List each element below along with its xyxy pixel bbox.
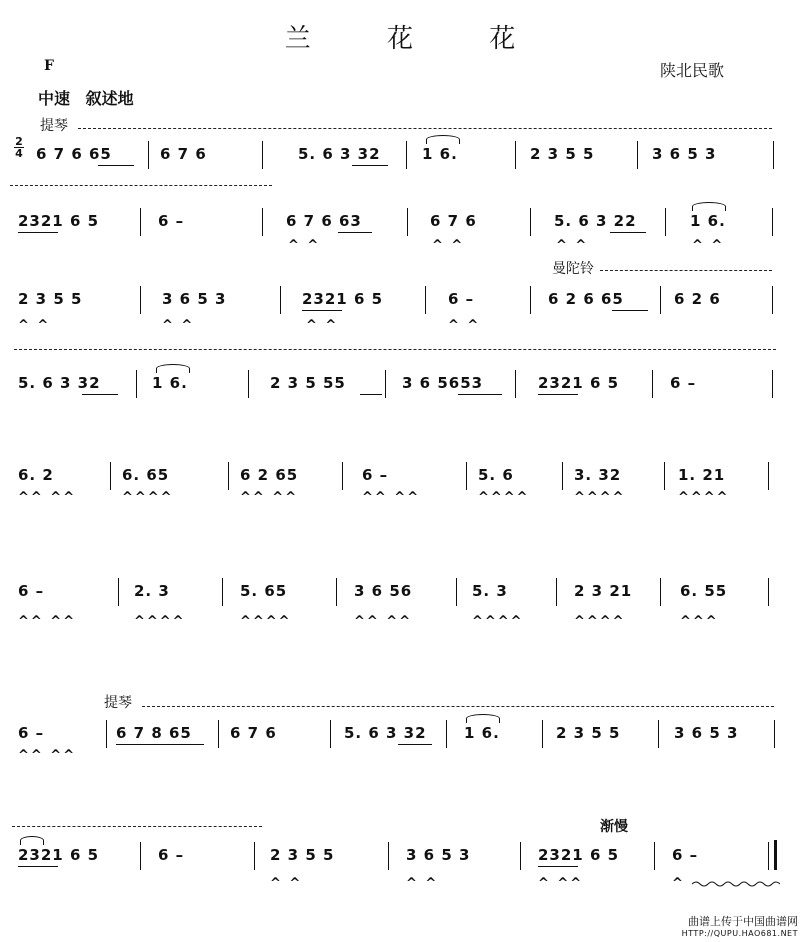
- measure: 5. 6: [478, 466, 514, 484]
- measure: 3 6 56: [354, 582, 413, 600]
- accent-marks: ^ ^^: [538, 876, 584, 891]
- measure: 5. 6 3 22: [554, 212, 637, 230]
- barline: [407, 208, 408, 236]
- barline: [772, 370, 773, 398]
- accent-marks: ^^^^: [134, 614, 186, 629]
- measure: 2 3 5 5: [556, 724, 621, 742]
- underline: [352, 165, 388, 166]
- measure: 6 7 6: [430, 212, 477, 230]
- barline: [665, 208, 666, 236]
- barline: [140, 208, 141, 236]
- measure: 6 7 6: [160, 145, 207, 163]
- measure: 2321 6 5: [538, 846, 620, 864]
- underline: [360, 394, 382, 395]
- instrument-extension-line: [14, 349, 776, 350]
- accent-marks: ^ ^: [556, 238, 589, 253]
- barline: [774, 720, 775, 748]
- barline: [768, 578, 769, 606]
- barline: [652, 370, 653, 398]
- underline: [116, 744, 204, 745]
- time-signature-top: 2: [15, 135, 23, 148]
- measure: 1 6.: [464, 724, 500, 742]
- accent-marks: ^^^^: [478, 490, 530, 505]
- instrument-extension-line: [78, 128, 772, 129]
- accent-marks: ^^ ^^: [354, 614, 413, 629]
- barline: [654, 842, 655, 870]
- accent-marks: ^ ^: [406, 876, 439, 891]
- barline: [637, 141, 638, 169]
- measure: 6 7 6 63: [286, 212, 362, 230]
- measure: 2 3 5 5: [18, 290, 83, 308]
- song-origin: 陕北民歌: [660, 61, 725, 80]
- slur: [156, 364, 190, 373]
- measure: 3 6 5 3: [674, 724, 739, 742]
- key-signature: F: [44, 58, 54, 74]
- barline: [406, 141, 407, 169]
- barline: [772, 286, 773, 314]
- underline: [612, 310, 648, 311]
- measure: 2 3 5 5: [270, 846, 335, 864]
- measure: 6 2 6 65: [548, 290, 624, 308]
- slur: [466, 714, 500, 723]
- watermark-url: HTTP://QUPU.HAO681.NET: [681, 929, 798, 938]
- measure: 2 3 21: [574, 582, 633, 600]
- barline: [248, 370, 249, 398]
- barline: [118, 578, 119, 606]
- tempo-marking: 中速 叙述地: [38, 89, 134, 108]
- measure: 6. 65: [122, 466, 170, 484]
- underline: [98, 165, 134, 166]
- measure: 2321 6 5: [18, 212, 100, 230]
- measure: 2 3 5 55: [270, 374, 346, 392]
- underline: [302, 310, 342, 311]
- underline: [82, 394, 118, 395]
- measure: 6 7 8 65: [116, 724, 192, 742]
- barline: [254, 842, 255, 870]
- barline: [530, 208, 531, 236]
- measure: 6 –: [670, 374, 697, 392]
- barline: [385, 370, 386, 398]
- accent-marks: ^ ^: [162, 318, 195, 333]
- instrument-label-tiqin: 提琴: [40, 118, 68, 134]
- measure: 6 –: [18, 724, 45, 742]
- measure: 1 6.: [690, 212, 726, 230]
- tremolo-wavy-line: [692, 880, 780, 888]
- accent-marks: ^^^^: [122, 490, 174, 505]
- instrument-extension-line: [600, 270, 772, 271]
- barline: [520, 842, 521, 870]
- slur: [426, 135, 460, 144]
- accent-marks: ^^^^: [574, 614, 626, 629]
- instrument-label-mantuoling: 曼陀铃: [552, 261, 594, 277]
- underline: [398, 744, 432, 745]
- barline: [660, 286, 661, 314]
- accent-marks: ^ ^: [692, 238, 725, 253]
- barline: [148, 141, 149, 169]
- barline: [660, 578, 661, 606]
- final-barline: [774, 840, 777, 870]
- barline: [330, 720, 331, 748]
- measure: 6 –: [672, 846, 699, 864]
- measure: 2321 6 5: [538, 374, 620, 392]
- measure: 6 –: [158, 212, 185, 230]
- accent-marks: ^ ^: [270, 876, 303, 891]
- barline: [336, 578, 337, 606]
- measure: 5. 6 3 32: [298, 145, 381, 163]
- measure: 6 –: [362, 466, 389, 484]
- barline: [542, 720, 543, 748]
- barline: [280, 286, 281, 314]
- measure: 5. 3: [472, 582, 508, 600]
- barline: [562, 462, 563, 490]
- barline: [658, 720, 659, 748]
- barline: [110, 462, 111, 490]
- measure: 2. 3: [134, 582, 170, 600]
- instrument-extension-line: [142, 706, 774, 707]
- accent-marks: ^ ^: [288, 238, 321, 253]
- measure: 6. 2: [18, 466, 54, 484]
- measure: 6 –: [158, 846, 185, 864]
- measure: 6. 55: [680, 582, 728, 600]
- measure: 6 –: [18, 582, 45, 600]
- accent-marks: ^ ^: [18, 318, 51, 333]
- barline: [218, 720, 219, 748]
- barline: [262, 208, 263, 236]
- measure: 3 6 5653: [402, 374, 484, 392]
- time-signature-bottom: 4: [15, 147, 23, 160]
- barline: [768, 842, 769, 870]
- underline: [338, 232, 372, 233]
- accent-marks: ^^ ^^: [18, 748, 77, 763]
- measure: 5. 65: [240, 582, 288, 600]
- barline: [388, 842, 389, 870]
- barline: [456, 578, 457, 606]
- barline: [664, 462, 665, 490]
- underline: [610, 232, 646, 233]
- measure: 6 7 6: [230, 724, 277, 742]
- measure: 5. 6 3 32: [344, 724, 427, 742]
- measure: 2 3 5 5: [530, 145, 595, 163]
- underline: [538, 866, 578, 867]
- instrument-extension-line: [12, 826, 262, 827]
- measure: 1. 21: [678, 466, 726, 484]
- underline: [458, 394, 502, 395]
- accent-marks: ^^^^: [574, 490, 626, 505]
- accent-marks: ^: [672, 876, 685, 891]
- measure: 6 2 6: [674, 290, 721, 308]
- measure: 6 –: [448, 290, 475, 308]
- barline: [342, 462, 343, 490]
- accent-marks: ^^^^: [472, 614, 524, 629]
- barline: [556, 578, 557, 606]
- accent-marks: ^ ^: [432, 238, 465, 253]
- accent-marks: ^^^: [680, 614, 719, 629]
- accent-marks: ^^^^: [678, 490, 730, 505]
- time-signature: [14, 136, 24, 159]
- measure: 5. 6 3 32: [18, 374, 101, 392]
- measure: 6 2 65: [240, 466, 299, 484]
- barline: [140, 842, 141, 870]
- measure: 2321 6 5: [18, 846, 100, 864]
- measure: 2321 6 5: [302, 290, 384, 308]
- barline: [136, 370, 137, 398]
- barline: [222, 578, 223, 606]
- measure: 3 6 5 3: [406, 846, 471, 864]
- barline: [228, 462, 229, 490]
- underline: [538, 394, 578, 395]
- watermark-text: 曲谱上传于中国曲谱网: [688, 915, 798, 928]
- measure: 1 6.: [152, 374, 188, 392]
- measure: 1 6.: [422, 145, 458, 163]
- accent-marks: ^^ ^^: [18, 490, 77, 505]
- underline: [18, 866, 58, 867]
- slur: [20, 836, 44, 845]
- underline: [18, 232, 58, 233]
- accent-marks: ^^^^: [240, 614, 292, 629]
- barline: [425, 286, 426, 314]
- measure: 3 6 5 3: [652, 145, 717, 163]
- accent-marks: ^ ^: [306, 318, 339, 333]
- instrument-label-tiqin-2: 提琴: [104, 695, 132, 711]
- slur: [692, 202, 726, 211]
- barline: [140, 286, 141, 314]
- accent-marks: ^^ ^^: [240, 490, 299, 505]
- song-title: 兰 花 花: [284, 24, 550, 54]
- measure: 3 6 5 3: [162, 290, 227, 308]
- watermark: [682, 916, 798, 940]
- barline: [446, 720, 447, 748]
- accent-marks: ^^ ^^: [18, 614, 77, 629]
- measure: 6 7 6 65: [36, 145, 112, 163]
- instrument-extension-line: [10, 185, 272, 186]
- barline: [530, 286, 531, 314]
- barline: [772, 208, 773, 236]
- barline: [773, 141, 774, 169]
- barline: [466, 462, 467, 490]
- accent-marks: ^^ ^^: [362, 490, 421, 505]
- tempo-change-label: 渐慢: [600, 819, 628, 835]
- barline: [515, 370, 516, 398]
- accent-marks: ^ ^: [448, 318, 481, 333]
- barline: [768, 462, 769, 490]
- barline: [515, 141, 516, 169]
- barline: [106, 720, 107, 748]
- measure: 3. 32: [574, 466, 622, 484]
- barline: [262, 141, 263, 169]
